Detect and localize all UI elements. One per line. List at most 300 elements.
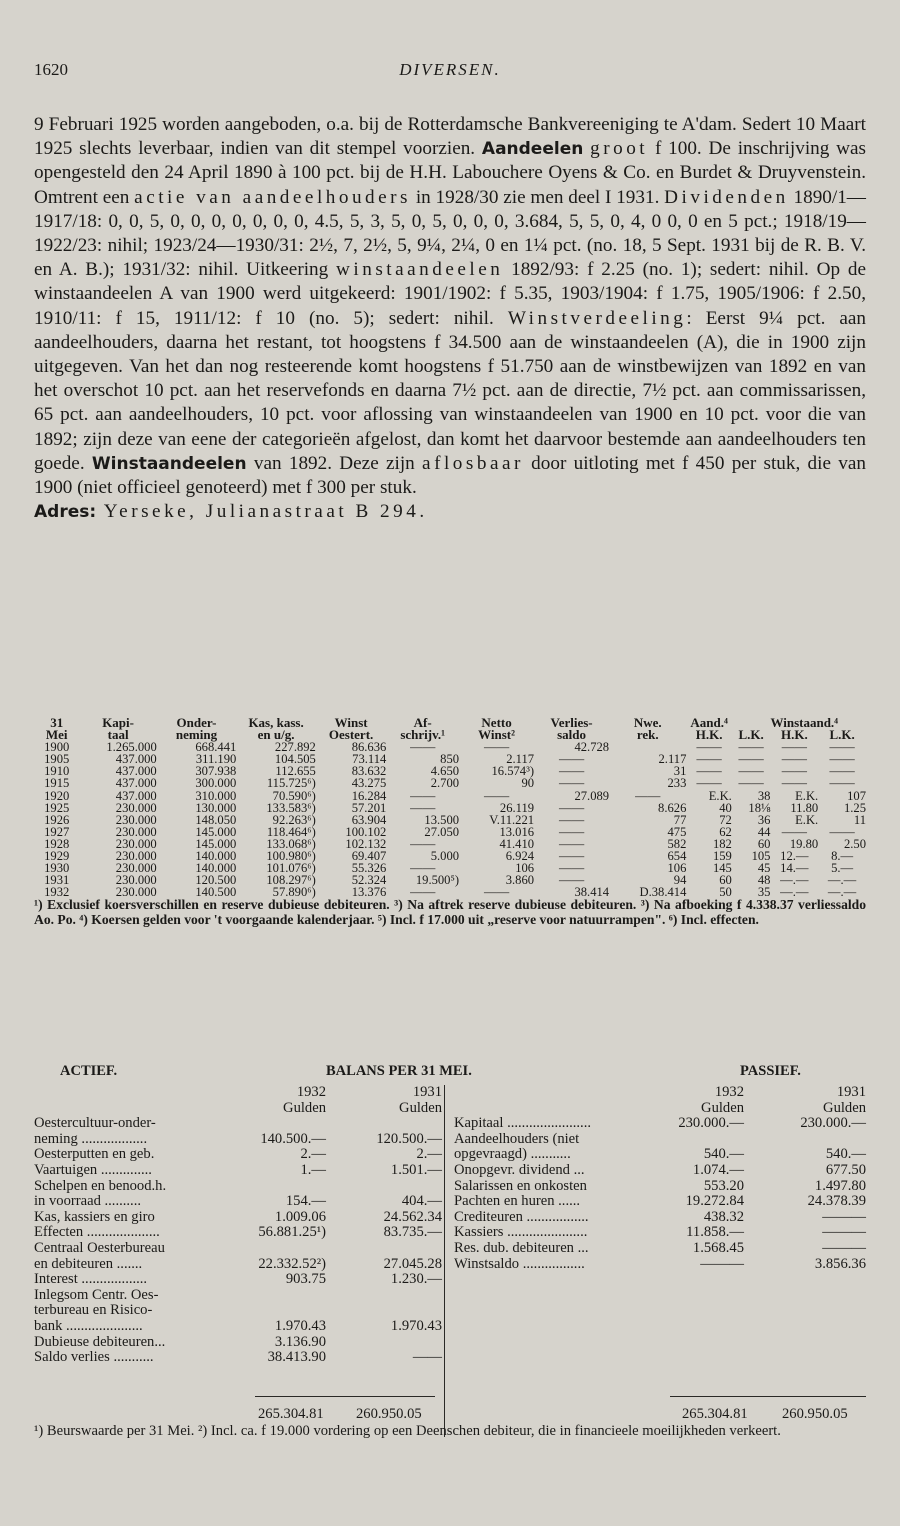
table-cell: —— (558, 849, 585, 864)
currency-label: Gulden (399, 1099, 442, 1116)
balance-item-value: 540.— (703, 1146, 744, 1163)
body-segment: 9 Februari 1925 worden aangeboden, o.a. bij de Rotterdamsche Bankvereeniging te A'dam. Sedert 10 Maart 1925 slechts leverbaar, indien van dit stempel voorzien. (34, 114, 866, 160)
balance-row (454, 1132, 866, 1148)
balance-item-value: 83.735.— (383, 1224, 442, 1241)
year-1932: 1932 (296, 1084, 326, 1100)
balance-item-value: 154.— (285, 1193, 326, 1210)
winstaandeelen-heading: Winstaandeelen (91, 453, 247, 474)
table-cell: 92.263⁶) (272, 812, 316, 827)
balance-row (34, 1288, 442, 1304)
table-cell: 8.626 (658, 800, 687, 815)
balance-row (454, 1210, 866, 1226)
balance-item-label: Crediteuren ................. (454, 1208, 589, 1225)
table-cell: —— (781, 764, 807, 779)
table-cell: 12.— (780, 849, 809, 864)
balance-row (454, 1116, 866, 1132)
spaced-word: aflosbaar (422, 452, 524, 474)
table-cell: —— (558, 764, 585, 779)
table-header-cell: Verlies- (550, 715, 593, 730)
balance-row (34, 1132, 442, 1148)
balance-item-label: Kapitaal ....................... (454, 1115, 591, 1132)
table-cell: 43.275 (351, 776, 387, 791)
table-cell: 48 (757, 873, 771, 888)
table-cell: 102.132 (345, 836, 387, 851)
table-row (34, 850, 866, 862)
balance-item-label: Aandeelhouders (niet (454, 1130, 580, 1147)
table-cell: 6.924 (505, 849, 535, 864)
adres-label: Adres: (34, 502, 97, 523)
aandeelen-heading: Aandeelen (481, 139, 584, 160)
table-cell: —— (829, 824, 855, 839)
balance-item-value: ——— (822, 1208, 866, 1225)
table-cell: 140.000 (195, 861, 237, 876)
table-cell: 108.297⁶) (266, 873, 316, 888)
table-header-cell: Winstaand.⁴ (770, 715, 839, 730)
table-cell: 130.000 (195, 800, 237, 815)
table-header-cell: Winst² (478, 727, 516, 743)
balance-item-label: Oesterputten en geb. (34, 1146, 155, 1163)
table-cell: 52.324 (351, 873, 387, 888)
balance-item-value: 230.000.— (800, 1115, 866, 1132)
balance-item-value: 38.413.90 (267, 1349, 326, 1366)
table-cell: 26.119 (499, 800, 535, 815)
table-cell: 1.265.000 (106, 740, 157, 755)
table-cell: 11.80 (790, 800, 819, 815)
table-cell: 230.000 (115, 849, 157, 864)
table-header-cell: en u/g. (257, 727, 295, 743)
year-header-row (454, 1085, 866, 1101)
balance-totals (34, 1406, 866, 1422)
balance-item-label: Schelpen en benood.h. (34, 1177, 167, 1194)
balance-item-value: 677.50 (825, 1161, 866, 1178)
balance-item-value: 1.230.— (390, 1271, 442, 1288)
running-head: DIVERSEN. (399, 60, 501, 79)
table-cell: 106 (667, 861, 687, 876)
table-cell: —— (738, 740, 764, 755)
balance-row (34, 1116, 442, 1132)
table-cell: —— (410, 740, 436, 755)
balance-item-value: ——— (700, 1255, 744, 1272)
balance-item-value: 2.— (300, 1146, 326, 1163)
table-cell: 100.102 (345, 824, 387, 839)
table-cell: 1932 (44, 885, 70, 900)
table-cell: 38 (757, 788, 771, 803)
balance-item-value: 404.— (401, 1193, 442, 1210)
table-cell: 57.890⁶) (272, 885, 316, 900)
table-cell: 437.000 (115, 764, 157, 779)
table-row (34, 874, 866, 886)
balance-item-value: 27.045.28 (383, 1255, 442, 1272)
table-cell: 60 (757, 836, 771, 851)
table-row (34, 790, 866, 802)
balance-title-row (34, 1063, 866, 1081)
balance-item-label: Vaartuigen .............. (34, 1161, 152, 1178)
table-cell: —— (558, 812, 585, 827)
column-divider (444, 1085, 445, 1437)
table-cell: 1928 (44, 836, 70, 851)
table-cell: 40 (719, 800, 732, 815)
table-cell: —— (410, 788, 436, 803)
balance-item-label: Inlegsom Centr. Oes- (34, 1286, 159, 1303)
body-text (34, 113, 866, 524)
table-cell: 475 (667, 824, 687, 839)
balance-item-label: neming .................. (34, 1130, 148, 1147)
balance-row (454, 1241, 866, 1257)
table-cell: 227.892 (274, 740, 316, 755)
table-cell: 1.25 (843, 800, 866, 815)
balance-item-label: Kas, kassiers en giro (34, 1208, 155, 1225)
balance-row (34, 1272, 442, 1288)
table-cell: —— (558, 836, 585, 851)
table-header-cell: Netto (481, 715, 512, 730)
table-cell: 159 (712, 849, 732, 864)
spaced-word: groot (590, 138, 649, 160)
table-cell: —— (738, 752, 764, 767)
table-header-cell: Af- (413, 715, 432, 730)
table-cell: 133.068⁶) (266, 836, 316, 851)
table-cell: —— (558, 752, 585, 767)
table-cell: 4.650 (430, 764, 460, 779)
passief-label: PASSIEF. (740, 1063, 801, 1079)
balance-item-value: —— (412, 1349, 442, 1366)
table-cell: —— (558, 861, 585, 876)
balance-item-value: 1.501.— (390, 1161, 442, 1178)
balance-item-value: 140.500.— (260, 1130, 326, 1147)
table-cell: 140.000 (195, 849, 237, 864)
balance-item-value: 1.497.80 (814, 1177, 866, 1194)
table-cell: E.K. (708, 788, 732, 803)
table-cell: 307.938 (195, 764, 237, 779)
table-cell: 2.117 (506, 752, 535, 767)
table-cell: 145.000 (195, 824, 237, 839)
currency-label: Gulden (823, 1099, 866, 1116)
table-header-cell: Winst (334, 715, 368, 730)
balance-item-value: 1.— (300, 1161, 326, 1178)
table-cell: 118.464⁶) (266, 824, 316, 839)
balance-item-value: 1.970.43 (274, 1317, 326, 1334)
table-header-cell: saldo (557, 727, 587, 743)
total-actief-1932: 265.304.81 (258, 1406, 324, 1422)
table-row (34, 826, 866, 838)
table-cell: 311.190 (195, 752, 237, 767)
table-header-cell: Kas, kass. (248, 715, 304, 730)
year-1932: 1932 (714, 1084, 744, 1100)
table-cell: 437.000 (115, 752, 157, 767)
table-cell: —— (558, 776, 585, 791)
table-cell: 41.410 (499, 836, 535, 851)
table-cell: 105 (751, 849, 771, 864)
year-header-row (34, 1085, 442, 1101)
balance-row (34, 1210, 442, 1226)
balance-row (34, 1303, 442, 1319)
balance-item-value: 24.562.34 (383, 1208, 442, 1225)
table-cell: —— (558, 873, 585, 888)
balance-item-value: 553.20 (703, 1177, 744, 1194)
table-cell: 1930 (44, 861, 70, 876)
table-cell: 8.— (831, 849, 854, 864)
table-cell: 230.000 (115, 812, 157, 827)
table-cell: 2.50 (843, 836, 866, 851)
table-header-cell: Mei (45, 727, 68, 743)
table-cell: 19.500⁵) (415, 873, 460, 888)
actief-column (34, 1085, 442, 1366)
table-cell: 233 (667, 776, 687, 791)
table-cell: E.K. (795, 812, 819, 827)
body-segment: 1890/1—1917/18: 0, 0, 5, 0, 0, 0, 0, 0, 0, 0, 4.5, 5, 3, 5, 0, 5, 0, 0, 0, 3.684, 5, 5, 0, 4, 0 0, 0 en 5 pct.; 1918/19—1922/23: nihil; 1923/24—1930/31: 2½, 7, 2½, 5, 9¼, 2¼, 0 en 1¼ pct. (no. 18, 5 Sept. 1931 bij de R. B. V. en A. B.); 1931/32: nihil. Uitkeering (34, 186, 866, 281)
table-cell: 582 (667, 836, 687, 851)
table-cell: —.— (780, 873, 809, 888)
table-cell: 2.700 (430, 776, 460, 791)
table-cell: 437.000 (115, 776, 157, 791)
table-row (34, 802, 866, 814)
balance-item-label: Dubieuse debiteuren... (34, 1333, 166, 1350)
body-segment: 1892/93: f 2.25 (no. 1); sedert: nihil. Op de winstaandeelen A van 1900 werd uitgekeerd: 1901/1902: f 5.35, 1903/1904: f 1.75, 1905/1906: f 2.50, 1910/11: f 15, 1911/12: f 10 (no. 5); sedert: nihil. (34, 259, 866, 329)
table-cell: 13.500 (424, 812, 460, 827)
table-cell: 120.500 (195, 873, 237, 888)
body-segment: f 100. De inschrijving was opengesteld den 24 April 1890 à 100 pct. bij de H.H. Labouchere Oyens & Co. en Burdet & Druyvenstein. Omtrent een (34, 138, 866, 208)
table-row (34, 777, 866, 789)
table-cell: 112.655 (275, 764, 316, 779)
currency-label: Gulden (283, 1099, 326, 1116)
table-cell: 1925 (44, 800, 70, 815)
table-cell: 94 (673, 873, 687, 888)
table-cell: 106 (515, 861, 535, 876)
financial-table (34, 717, 866, 898)
table-cell: 145 (712, 861, 732, 876)
balance-item-value: 1.009.06 (274, 1208, 326, 1225)
table-cell: —— (781, 752, 807, 767)
table-cell: 1927 (44, 824, 70, 839)
balance-row (34, 1225, 442, 1241)
balance-item-label: Pachten en huren ...... (454, 1193, 581, 1210)
balance-row (34, 1335, 442, 1351)
table-header-cell: H.K. (695, 727, 723, 743)
table-cell: —— (410, 885, 436, 900)
table-cell: 5.— (831, 861, 854, 876)
table-cell: 1929 (44, 849, 70, 864)
table-cell: D.38.414 (639, 885, 687, 900)
table-cell: 11 (853, 812, 866, 827)
table-cell: 77 (673, 812, 687, 827)
table-cell: 145.000 (195, 836, 237, 851)
table-cell: 72 (719, 812, 732, 827)
balance-item-label: Salarissen en onkosten (454, 1177, 587, 1194)
table-cell: 1920 (44, 788, 70, 803)
table-cell: —— (829, 740, 855, 755)
balance-item-value: 230.000.— (678, 1115, 744, 1132)
balance-row (454, 1194, 866, 1210)
table-cell: 5.000 (430, 849, 460, 864)
table-cell: 38.414 (574, 885, 610, 900)
table-cell: E.K. (795, 788, 819, 803)
balance-item-value: 24.378.39 (807, 1193, 866, 1210)
table-header-cell: schrijv.¹ (400, 727, 446, 743)
table-cell: 182 (712, 836, 732, 851)
table-cell: 1926 (44, 812, 70, 827)
table-cell: 45 (757, 861, 771, 876)
balance-row (34, 1194, 442, 1210)
table-cell: 133.583⁶) (266, 800, 316, 815)
total-passief-1932: 265.304.81 (682, 1406, 748, 1422)
balance-item-label: Onopgevr. dividend ... (454, 1161, 585, 1178)
table-cell: 27.050 (424, 824, 460, 839)
table-cell: —— (829, 764, 855, 779)
table-cell: 83.632 (351, 764, 387, 779)
table-cell: 70.590⁶) (272, 788, 316, 803)
table-footnotes: ¹) Exclusief koersverschillen en reserve dubieuse debiteuren. ³) Na aftrek reserve dubieuse debiteuren. ³) Na afboeking f 4.338.37 verliessaldo Ao. Po. ⁴) Koersen gelden voor 't voorgaande kalenderjaar. ⁵) Incl. f 17.000 uit „reserve voor natuurrampen". ⁶) Incl. effecten. (34, 897, 866, 927)
total-passief-1931: 260.950.05 (782, 1406, 848, 1422)
table-cell: 27.089 (574, 788, 610, 803)
balance-item-label: Centraal Oesterbureau (34, 1239, 165, 1256)
table-cell: —— (410, 836, 436, 851)
balance-item-value: 3.856.36 (814, 1255, 866, 1272)
year-1931: 1931 (836, 1084, 866, 1100)
balance-row (454, 1257, 866, 1273)
balance-item-value: 120.500.— (376, 1130, 442, 1147)
balance-item-label: Kassiers ...................... (454, 1224, 588, 1241)
table-cell: 230.000 (115, 861, 157, 876)
total-actief-1931: 260.950.05 (356, 1406, 422, 1422)
table-cell: 101.076⁶) (266, 861, 316, 876)
table-cell: 3.860 (505, 873, 535, 888)
table-cell: 1900 (44, 740, 70, 755)
table-cell: 100.980⁶) (266, 849, 316, 864)
table-header-cell: Oestert. (328, 727, 374, 743)
currency-label: Gulden (701, 1099, 744, 1116)
table-header-cell: Aand.⁴ (690, 715, 728, 730)
balance-row (34, 1241, 442, 1257)
balance-item-value: 1.074.— (692, 1161, 744, 1178)
table-cell: —— (558, 800, 585, 815)
table-cell: —— (781, 824, 807, 839)
table-cell: —— (781, 740, 807, 755)
table-cell: 16.284 (351, 788, 387, 803)
table-header-cell: Nwe. (633, 715, 662, 730)
table-cell: —— (696, 764, 722, 779)
balance-item-label: Oestercultuur-onder- (34, 1115, 156, 1132)
table-cell: 148.050 (195, 812, 237, 827)
table-header-cell: L.K. (829, 727, 855, 743)
table-cell: 14.— (780, 861, 809, 876)
body-segment: van 1892. Deze zijn (246, 452, 423, 474)
table-cell: 654 (667, 849, 687, 864)
table-cell: —.— (827, 873, 857, 888)
currency-header-row (34, 1101, 442, 1117)
table-cell: 44 (757, 824, 771, 839)
table-cell: 16.574³) (491, 764, 535, 779)
balance-title: BALANS PER 31 MEI. (326, 1063, 472, 1079)
total-rule (670, 1396, 866, 1397)
table-cell: 300.000 (195, 776, 237, 791)
table-header-cell: L.K. (738, 727, 764, 743)
table-cell: 230.000 (115, 836, 157, 851)
balance-item-value: 2.— (416, 1146, 442, 1163)
balance-item-value: ——— (822, 1224, 866, 1241)
balance-item-label: Winstsaldo ................. (454, 1255, 585, 1272)
table-header-cell: neming (175, 727, 218, 743)
balance-item-value: 22.332.52²) (258, 1255, 326, 1272)
balance-item-value: 1.970.43 (390, 1317, 442, 1334)
table-cell: 140.500 (195, 885, 237, 900)
table-cell: —— (483, 740, 510, 755)
balance-footnote: ¹) Beurswaarde per 31 Mei. ²) Incl. ca. f 19.000 vordering op een Deenschen debiteur, die in financieele moeilijkheden verkeert. (34, 1423, 781, 1439)
balance-item-value: 1.568.45 (692, 1239, 744, 1256)
page-number: 1620 (34, 60, 68, 79)
table-cell: 63.904 (351, 812, 387, 827)
table-cell: —— (483, 788, 510, 803)
balance-item-label: Effecten .................... (34, 1224, 160, 1241)
table-cell: 57.201 (351, 800, 387, 815)
spaced-word: actie van aandeelhouders (134, 186, 412, 208)
table-cell: —— (829, 752, 855, 767)
table-cell: 13.376 (351, 885, 387, 900)
table-cell: 35 (757, 885, 771, 900)
balance-item-value: ——— (822, 1239, 866, 1256)
balance-row (34, 1163, 442, 1179)
table-header-cell: rek. (636, 727, 659, 743)
balance-item-label: in voorraad .......... (34, 1193, 141, 1210)
body-segment: : Eerst 9¼ pct. aan aandeelhouders, daarna het restant, tot hoogstens f 34.500 aan de winstaandeelen (A), die in 1900 zijn uitgegeven. Van het dan nog resteerende komt hoogstens f 51.750 aan de winstbewijzen van 1892 en van het overschot 10 pct. aan het reservefonds en daarna 7½ pct. aan de directie, 7½ pct. aan commissarissen, 65 pct. aan aandeelhouders, 10 pct. voor aflossing van winstaandeelen van 1900 en 10 pct. voor die van 1892; zijn deze van eene der categorieën afgelost, dan komt het daarvoor bestemde aan aandeelhouders ten goede. (34, 307, 866, 474)
currency-header-row (454, 1101, 866, 1117)
balance-item-label: Interest .................. (34, 1271, 148, 1288)
table-header-cell: Onder- (176, 715, 217, 730)
table-cell: 90 (521, 776, 535, 791)
balance-item-label: opgevraagd) ........... (454, 1146, 571, 1163)
balance-row (34, 1147, 442, 1163)
table-cell: 437.000 (115, 788, 157, 803)
dividenden-heading: Dividenden (664, 186, 789, 208)
table-cell: 31 (673, 764, 687, 779)
table-cell: 1915 (44, 776, 70, 791)
table-cell: V.11.221 (489, 812, 535, 827)
table-cell: —— (738, 776, 764, 791)
balance-row (34, 1350, 442, 1366)
table-cell: 230.000 (115, 873, 157, 888)
table-cell: 50 (719, 885, 732, 900)
table-cell: 86.636 (351, 740, 387, 755)
table-cell: 668.441 (195, 740, 237, 755)
table-cell: 850 (440, 752, 460, 767)
balance-item-value: 19.272.84 (685, 1193, 744, 1210)
balance-item-label: terbureau en Risico- (34, 1302, 153, 1319)
year-1931: 1931 (412, 1084, 442, 1100)
table-cell: —— (696, 740, 722, 755)
table-cell: 230.000 (115, 800, 157, 815)
table-cell: —— (410, 861, 436, 876)
table-cell: 115.725⁶) (266, 776, 316, 791)
balance-row (34, 1257, 442, 1273)
table-cell: 104.505 (274, 752, 316, 767)
table-cell: —— (635, 788, 661, 803)
spaced-word: winstaandeelen (336, 259, 504, 281)
balance-item-value: 903.75 (285, 1271, 326, 1288)
table-cell: 36 (757, 812, 771, 827)
balance-item-label: en debiteuren ....... (34, 1255, 143, 1272)
table-header-cell: Kapi- (102, 715, 134, 730)
adres-value: Yerseke, Julianastraat B 294. (96, 501, 428, 523)
table-cell: 2.117 (658, 752, 687, 767)
table-cell: 310.000 (195, 788, 237, 803)
table-header-cell: taal (107, 727, 129, 743)
passief-column (454, 1085, 866, 1272)
table-cell: 62 (719, 824, 732, 839)
balance-row (454, 1163, 866, 1179)
table-cell: —— (483, 885, 510, 900)
table-cell: —— (738, 764, 764, 779)
table-cell: 19.80 (789, 836, 819, 851)
table-header-cell: H.K. (780, 727, 808, 743)
winstverdeeling-heading: Winstverdeeling (507, 307, 687, 329)
